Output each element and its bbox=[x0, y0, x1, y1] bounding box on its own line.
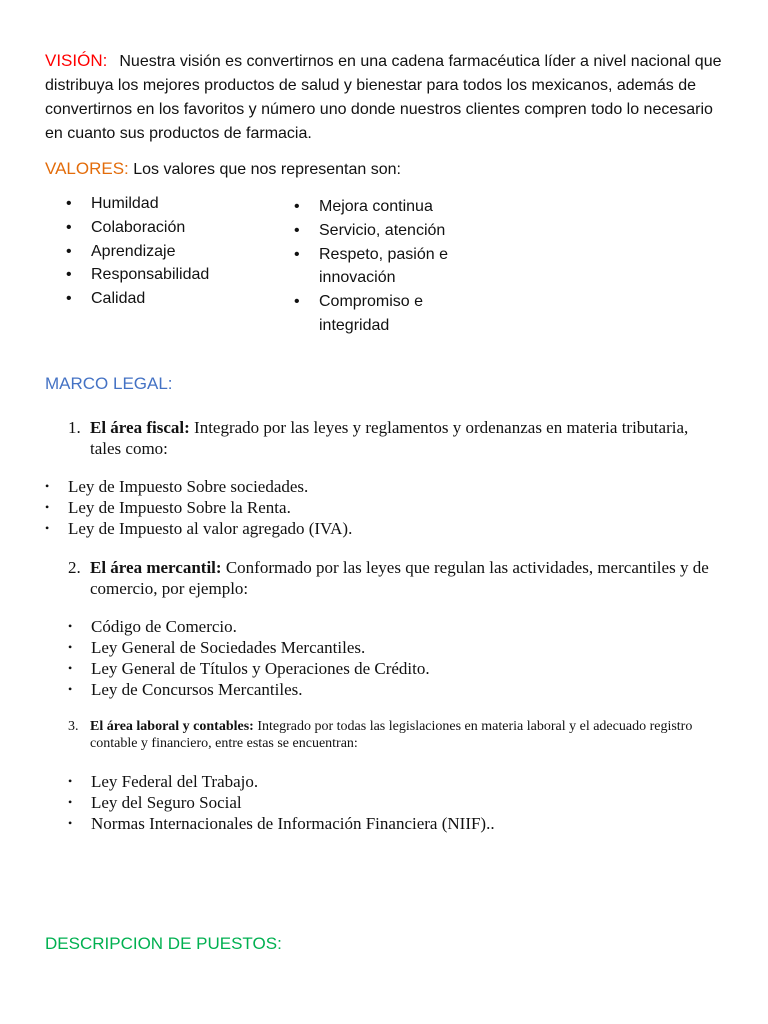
list-item: • Ley General de Sociedades Mercantiles. bbox=[68, 637, 430, 658]
values-list-right bbox=[294, 195, 464, 338]
value-item: • Aprendizaje bbox=[66, 240, 266, 264]
list-number: 2. bbox=[68, 558, 81, 577]
area-title: El área mercantil: bbox=[90, 558, 222, 577]
list-item: • Ley de Impuesto al valor agregado (IVA). bbox=[45, 518, 352, 539]
value-item: • Servicio, atención bbox=[294, 219, 464, 243]
value-item: • Compromiso e integridad bbox=[294, 290, 464, 338]
value-item: • Humildad bbox=[66, 192, 266, 216]
vision-paragraph bbox=[45, 49, 735, 146]
marco-legal-heading: MARCO LEGAL: bbox=[45, 374, 173, 393]
list-item: • Ley de Impuesto Sobre la Renta. bbox=[45, 497, 352, 518]
mercantil-laws-list bbox=[68, 616, 430, 700]
valores-intro: Los valores que nos representan son: bbox=[128, 161, 401, 178]
area-text: Integrado por las leyes y reglamentos y ordenanzas en materia tributaria, tales como: bbox=[90, 418, 689, 458]
value-item: • Colaboración bbox=[66, 216, 266, 240]
values-list-left bbox=[66, 192, 266, 311]
legal-area-fiscal bbox=[68, 417, 718, 459]
list-item: • Ley Federal del Trabajo. bbox=[68, 771, 495, 792]
fiscal-laws-list bbox=[45, 476, 352, 539]
value-item: • Respeto, pasión e innovación bbox=[294, 243, 464, 291]
valores-paragraph bbox=[45, 157, 401, 182]
legal-area-laboral bbox=[68, 718, 718, 752]
vision-text: Nuestra visión es convertirnos en una cadena farmacéutica líder a nivel nacional que distribuya los mejores productos de salud y bienestar para todos los mexicanos, además de convertirnos en los favoritos y número uno donde nuestros clientes compren todo lo necesario en cuanto sus productos de farmacia. bbox=[45, 53, 722, 142]
list-item: • Ley de Impuesto Sobre sociedades. bbox=[45, 476, 352, 497]
list-number: 3. bbox=[68, 719, 79, 734]
laboral-laws-list bbox=[68, 771, 495, 834]
legal-area-mercantil bbox=[68, 557, 718, 599]
valores-heading: VALORES: bbox=[45, 159, 129, 178]
value-item: • Mejora continua bbox=[294, 195, 464, 219]
area-text: Conformado por las leyes que regulan las actividades, mercantiles y de comercio, por ejemplo: bbox=[90, 558, 709, 598]
list-number: 1. bbox=[68, 418, 81, 437]
list-item: • Normas Internacionales de Información Financiera (NIIF).. bbox=[68, 813, 495, 834]
value-item: • Calidad bbox=[66, 287, 266, 311]
list-item: • Ley de Concursos Mercantiles. bbox=[68, 679, 430, 700]
vision-heading: VISIÓN: bbox=[45, 51, 108, 70]
area-text: Integrado por todas las legislaciones en materia laboral y el adecuado registro contable y financiero, entre estas se encuentran: bbox=[90, 719, 693, 751]
list-item: • Ley General de Títulos y Operaciones de Crédito. bbox=[68, 658, 430, 679]
list-item: • Ley del Seguro Social bbox=[68, 792, 495, 813]
list-item: • Código de Comercio. bbox=[68, 616, 430, 637]
area-title: El área fiscal: bbox=[90, 418, 190, 437]
descripcion-puestos-heading: DESCRIPCION DE PUESTOS: bbox=[45, 934, 282, 953]
area-title: El área laboral y contables: bbox=[90, 719, 254, 734]
value-item: • Responsabilidad bbox=[66, 263, 266, 287]
